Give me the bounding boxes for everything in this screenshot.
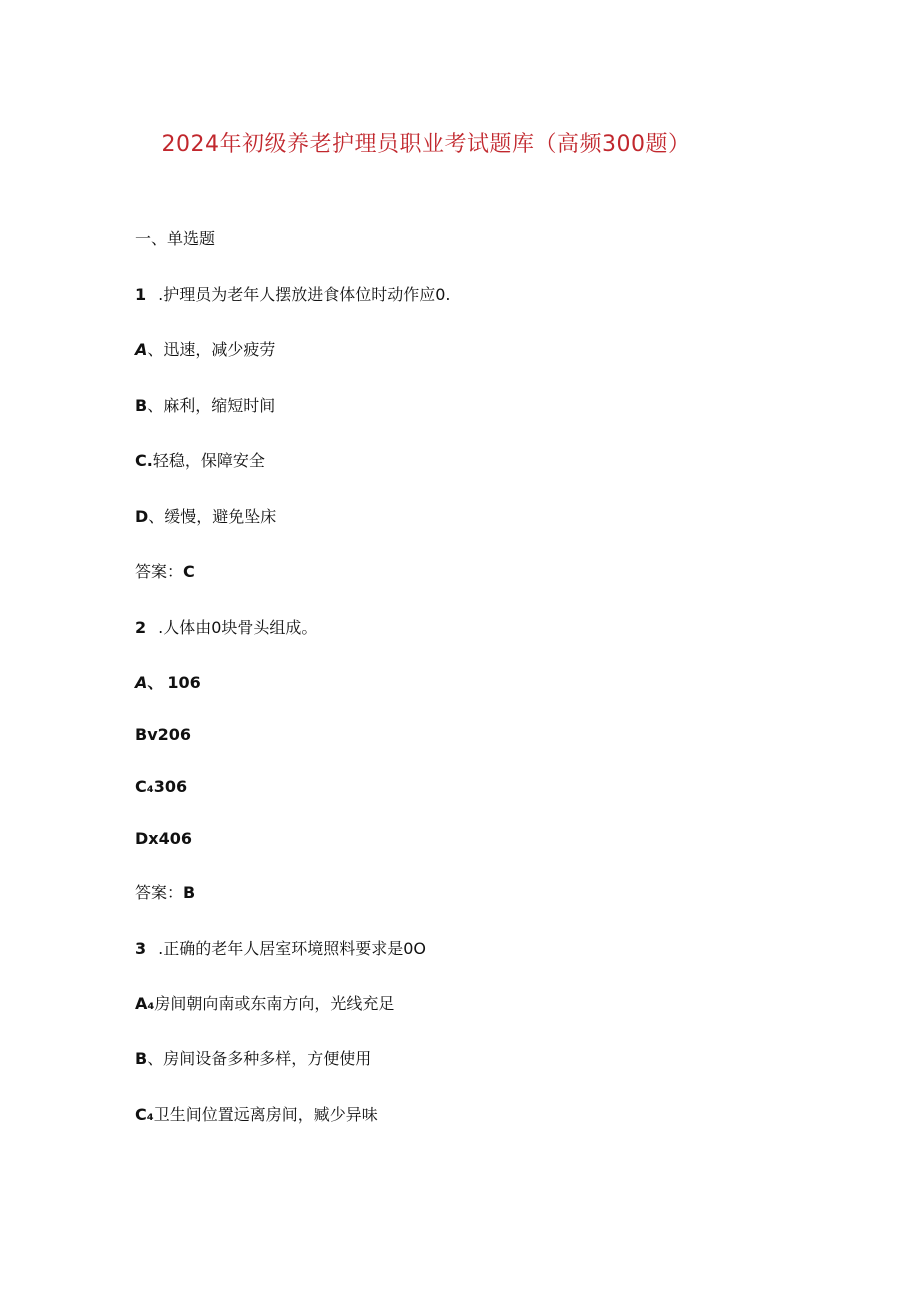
option-text: 缓慢，避免坠床 bbox=[164, 507, 277, 526]
option-marker: B bbox=[135, 396, 148, 415]
option-marker: A bbox=[135, 340, 148, 359]
option-text: 轻稳，保障安全 bbox=[152, 451, 265, 470]
question-number: 2 bbox=[135, 618, 147, 637]
option-marker: A bbox=[135, 673, 148, 692]
option-text: 房间朝向南或东南方向，光线充足 bbox=[154, 994, 395, 1013]
question-number: 1 bbox=[135, 285, 147, 304]
option-marker: C₄ bbox=[135, 777, 154, 796]
option-text: 卫生间位置远离房间，臧少异味 bbox=[153, 1105, 378, 1124]
question-2-answer bbox=[135, 882, 195, 904]
question-1-option-d bbox=[135, 506, 276, 528]
option-separator: 、 bbox=[147, 1049, 164, 1068]
answer-label: 答案： bbox=[135, 883, 184, 902]
question-1-option-a bbox=[135, 339, 275, 361]
document-title: 2024年初级养老护理员职业考试题库（高频300题） bbox=[161, 132, 691, 157]
question-text: .护理员为老年人摆放进食体位时动作应0. bbox=[158, 285, 451, 304]
option-text: 206 bbox=[157, 725, 192, 744]
option-text: 306 bbox=[153, 777, 188, 796]
question-2-option-a bbox=[135, 672, 201, 694]
question-1-stem bbox=[135, 284, 451, 306]
option-text: 麻利，缩短时间 bbox=[163, 396, 276, 415]
question-3-option-b bbox=[135, 1048, 371, 1070]
option-marker: Dx bbox=[135, 829, 159, 848]
question-3-stem bbox=[135, 938, 426, 960]
question-3-option-c bbox=[135, 1104, 378, 1126]
question-3-option-a bbox=[135, 993, 394, 1015]
option-marker: A₄ bbox=[135, 994, 155, 1013]
question-2-option-b bbox=[135, 724, 191, 746]
option-marker: D bbox=[135, 507, 149, 526]
answer-label: 答案： bbox=[135, 562, 184, 581]
option-marker: C. bbox=[135, 451, 153, 470]
question-1-option-c bbox=[135, 450, 265, 472]
question-1-answer bbox=[135, 561, 195, 583]
option-separator: 、 bbox=[148, 507, 165, 526]
option-separator: 、 bbox=[147, 396, 164, 415]
option-marker: Bv bbox=[135, 725, 158, 744]
question-text: .人体由0块骨头组成。 bbox=[158, 618, 318, 637]
option-text: 106 bbox=[167, 673, 201, 692]
option-marker: C₄ bbox=[135, 1105, 154, 1124]
option-text: 迅速，减少疲劳 bbox=[163, 340, 276, 359]
option-separator: 、 bbox=[147, 673, 164, 692]
answer-value: B bbox=[183, 883, 196, 902]
question-2-option-c bbox=[135, 776, 187, 798]
answer-value: C bbox=[183, 562, 195, 581]
option-text: 406 bbox=[158, 829, 193, 848]
question-number: 3 bbox=[135, 939, 147, 958]
question-2-option-d bbox=[135, 828, 192, 850]
option-text: 房间设备多种多样，方便使用 bbox=[163, 1049, 372, 1068]
option-marker: B bbox=[135, 1049, 148, 1068]
question-text: .正确的老年人居室环境照料要求是0O bbox=[158, 939, 427, 958]
question-1-option-b bbox=[135, 395, 275, 417]
option-separator: 、 bbox=[147, 340, 164, 359]
question-2-stem bbox=[135, 617, 317, 639]
section-heading: 一、单选题 bbox=[135, 229, 216, 248]
